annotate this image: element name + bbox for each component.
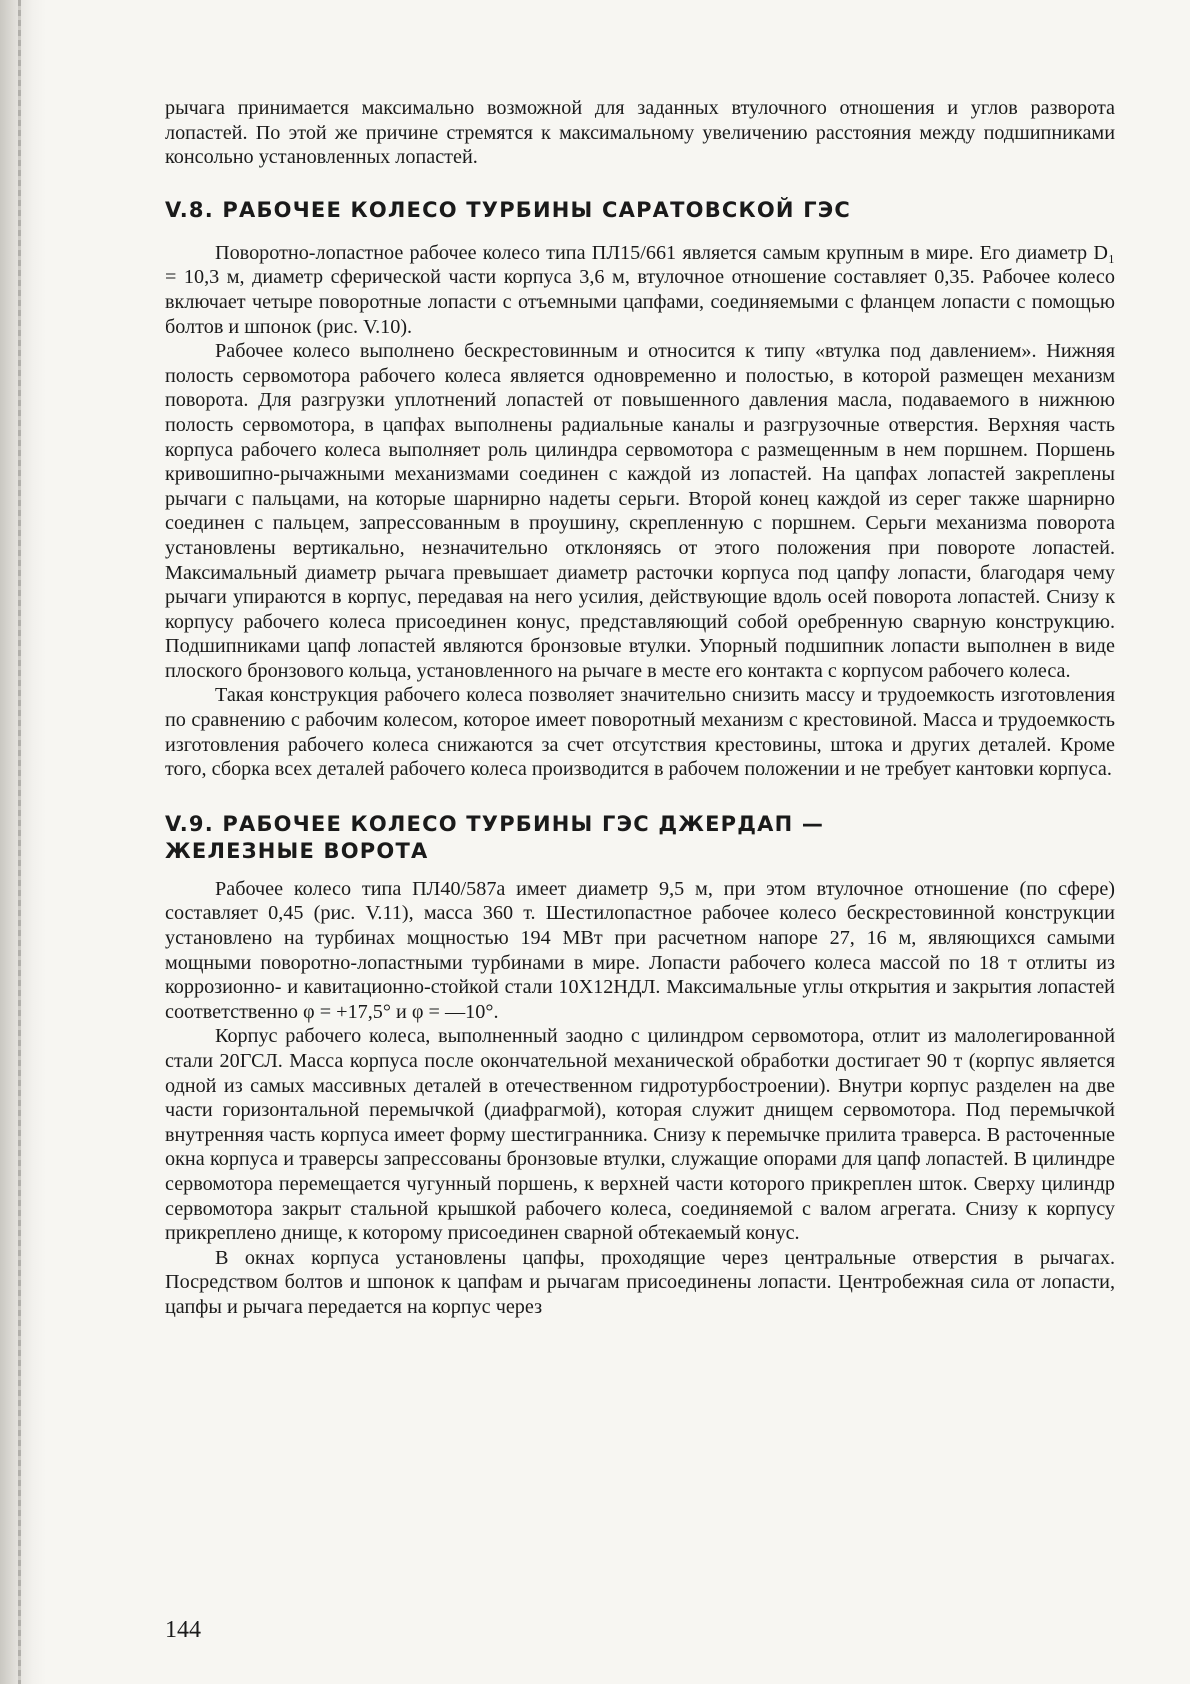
paragraph: Такая конструкция рабочего колеса позволяет значительно снизить массу и трудоемкость изготовления по сравнению с рабочим колесом, которое имеет поворотный механизм с крестовиной. Масса и трудоемкость изготовления рабочего колеса снижаются за счет отсутствия крестовины, штока и других деталей. Кроме того, сборка всех деталей рабочего колеса производится в рабочем положении и не требует кантовки корпуса. [165, 684, 1115, 781]
lead-paragraph: рычага принимается максимально возможной для заданных втулочного отношения и углов разворота лопастей. По этой же причине стремятся к максимальному увеличению расстояния между подшипниками консольно установленных лопастей. [165, 97, 1115, 169]
paragraph: Рабочее колесо типа ПЛ40/587а имеет диаметр 9,5 м, при этом втулочное отношение (по сфере) составляет 0,45 (рис. V.11), масса 360 т. Шестилопастное рабочее колесо бескрестовинной конструкции установлено на турбинах мощностью 194 МВт при расчетном напоре 27, 16 м, являющихся самыми мощными поворотно-лопастными турбинами в мире. Лопасти рабочего колеса массой по 18 т отлиты из коррозионно- и кавитационно-стойкой стали 10Х12НДЛ. Максимальные углы открытия и закрытия лопастей соответственно φ = +17,5° и φ = —10°. [165, 877, 1115, 1023]
section-heading-v8: V.8. РАБОЧЕЕ КОЛЕСО ТУРБИНЫ САРАТОВСКОЙ ГЭС [165, 197, 852, 222]
paragraph: В окнах корпуса установлены цапфы, проходящие через центральные отверстия в рычагах. Посредством болтов и шпонок к цапфам и рычагам присоединены лопасти. Центробежная сила от лопасти, цапфы и рычага передается на корпус через [165, 1246, 1115, 1318]
section-heading-v9 [165, 811, 1115, 865]
section-heading-v9-line1: V.9. РАБОЧЕЕ КОЛЕСО ТУРБИНЫ ГЭС ДЖЕРДАП — [165, 811, 825, 836]
paragraph: Поворотно-лопастное рабочее колесо типа ПЛ15/661 является самым крупным в мире. Его диаметр D₁ = 10,3 м, диаметр сферической части корпуса 3,6 м, втулочное отношение составляет 0,35. Рабочее колесо включает четыре поворотные лопасти с отъемными цапфами, соединяемыми с фланцем лопасти с помощью болтов и шпонок (рис. V.10). [165, 241, 1115, 338]
paragraph: Корпус рабочего колеса, выполненный заодно с цилиндром сервомотора, отлит из малолегированной стали 20ГСЛ. Масса корпуса после окончательной механической обработки достигает 90 т (корпус является одной из самых массивных деталей в отечественном гидротурбостроении). Внутри корпус разделен на две части горизонтальной перемычкой (диафрагмой), которая служит днищем сервомотора. Под перемычкой внутренняя часть корпуса имеет форму шестигранника. Снизу к перемычке прилита траверса. В расточенные окна корпуса и траверсы запрессованы бронзовые втулки, служащие опорами для цапф лопастей. В цилиндре сервомотора перемещается чугунный поршень, к верхней части которого прикреплен шток. Сверху цилиндр сервомотора закрыт стальной крышкой рабочего колеса, соединяемой с валом агрегата. Снизу к корпусу прикреплено днище, к которому присоединен сварной обтекаемый конус. [165, 1025, 1115, 1245]
paragraph: Рабочее колесо выполнено бескрестовинным и относится к типу «втулка под давлением». Нижняя полость сервомотора рабочего колеса является одновременно и полостью, в которой размещен механизм поворота. Для разгрузки уплотнений лопастей от повышенного давления масла, подаваемого в нижнюю полость сервомотора, в цапфах выполнены радиальные каналы и разгрузочные отверстия. Верхняя часть корпуса рабочего колеса выполняет роль цилиндра сервомотора с размещенным в нем поршнем. Поршень кривошипно-рычажными механизмами соединен с каждой из лопастей. На цапфах лопастей закреплены рычаги с пальцами, на которые шарнирно надеты серьги. Второй конец каждой из серег также шарнирно соединен с пальцем, запрессованным в проушину, скрепленную с поршнем. Серьги механизма поворота установлены вертикально, незначительно отклоняясь от этого положения при повороте лопастей. Максимальный диаметр рычага превышает диаметр расточки корпуса под цапфу лопасти, благодаря чему рычаги упираются в корпус, передавая на него усилия, действующие вдоль осей поворота лопастей. Снизу к корпусу рабочего колеса присоединен конус, представляющий собой оребренную сварную конструкцию. Подшипниками цапф лопастей являются бронзовые втулки. Упорный подшипник лопасти выполнен в виде плоского бронзового кольца, установленного на рычаге в месте его контакта с корпусом рабочего колеса. [165, 340, 1115, 682]
page-body [165, 96, 1115, 1320]
page-number: 144 [165, 1617, 201, 1643]
section-heading-v9-line2: ЖЕЛЕЗНЫЕ ВОРОТА [165, 838, 429, 863]
book-binding-edge [0, 0, 46, 1684]
